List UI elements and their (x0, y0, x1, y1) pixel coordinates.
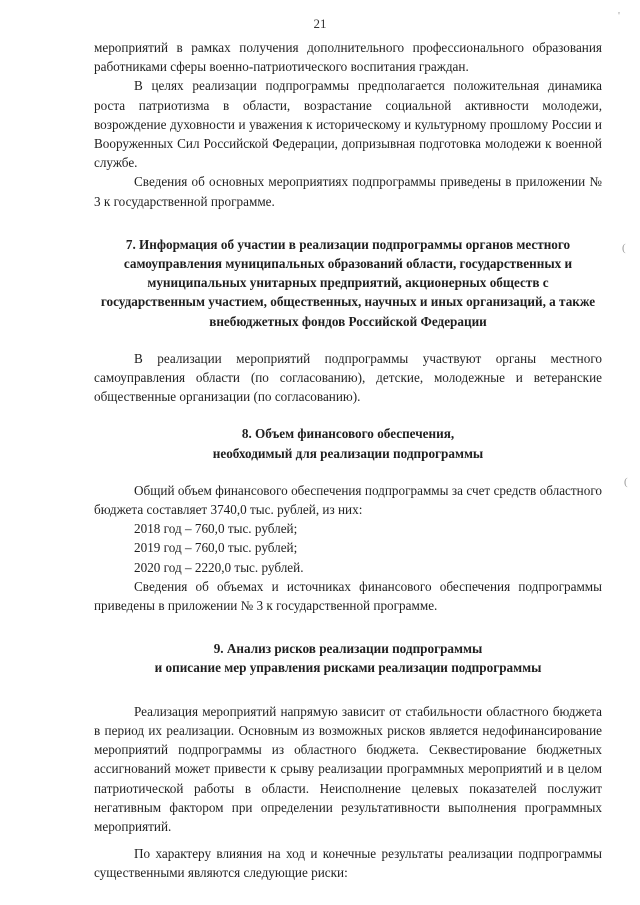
section-7-heading: 7. Информация об участии в реализации подпрограммы органов местного самоуправления муниципальных образований области, государственных и муниципальных унитарных предприятий, акционерных обществ с государственным участием, общественных, научных и иных организаций, а также внебюджетных фондов Российской Федерации (100, 236, 596, 329)
paragraph: В целях реализации подпрограммы предполагается положительная динамика роста патриотизма в области, возрастание социальной активности молодежи, возрождение духовности и уважения к историческому и культурному прошлому России и Вооруженных Сил Российской Федерации, допризывная подготовка молодежи к военной службе. (94, 78, 602, 171)
heading-line: 8. Объем финансового обеспечения, (241, 426, 455, 442)
paragraph: Сведения об основных мероприятиях подпрограммы приведены в приложении № 3 к государственной программе. (94, 174, 602, 209)
heading-line: необходимый для реализации подпрограммы (212, 445, 484, 461)
funding-year-item: 2019 год – 760,0 тыс. рублей; (134, 540, 298, 556)
heading-line: 9. Анализ рисков реализации подпрограммы (213, 641, 483, 657)
paragraph: Реализация мероприятий напрямую зависит от стабильности областного бюджета в период их реализации. Основным из возможных рисков является недофинансирование мероприятий подпрограммы из областного бюджета. Секвестирование бюджетных ассигнований может привести к срыву реализации программных мероприятий и в целом патриотической работы в области. Неисполнение целевых показателей послужит негативным фактором при определении результативности выполнения программных мероприятий. (94, 703, 602, 834)
heading-line: и описание мер управления рисками реализации подпрограммы (154, 660, 542, 676)
scan-mark: ( (622, 242, 626, 254)
scan-mark: ( (624, 476, 628, 488)
document-body (94, 38, 602, 883)
section-8-heading (94, 424, 602, 462)
section-9-heading (94, 639, 602, 677)
page-number: 21 (313, 16, 327, 31)
paragraph: В реализации мероприятий подпрограммы участвуют органы местного самоуправления области (по согласованию), детские, молодежные и ветеранские общественные организации (по согласованию). (94, 350, 602, 405)
funding-year-item: 2018 год – 760,0 тыс. рублей; (134, 521, 298, 537)
paragraph: Общий объем финансового обеспечения подпрограммы за счет средств областного бюджета составляет 3740,0 тыс. рублей, из них: (94, 482, 602, 518)
paragraph: Сведения об объемах и источниках финансового обеспечения подпрограммы приведены в приложении № 3 к государственной программе. (94, 578, 602, 614)
scan-mark: ' (618, 10, 620, 22)
paragraph: мероприятий в рамках получения дополнительного профессионального образования работниками сферы военно-патриотического воспитания граждан. (94, 40, 602, 75)
funding-year-item: 2020 год – 2220,0 тыс. рублей. (134, 559, 304, 575)
paragraph: По характеру влияния на ход и конечные результаты реализации подпрограммы существенными являются следующие риски: (94, 846, 602, 881)
